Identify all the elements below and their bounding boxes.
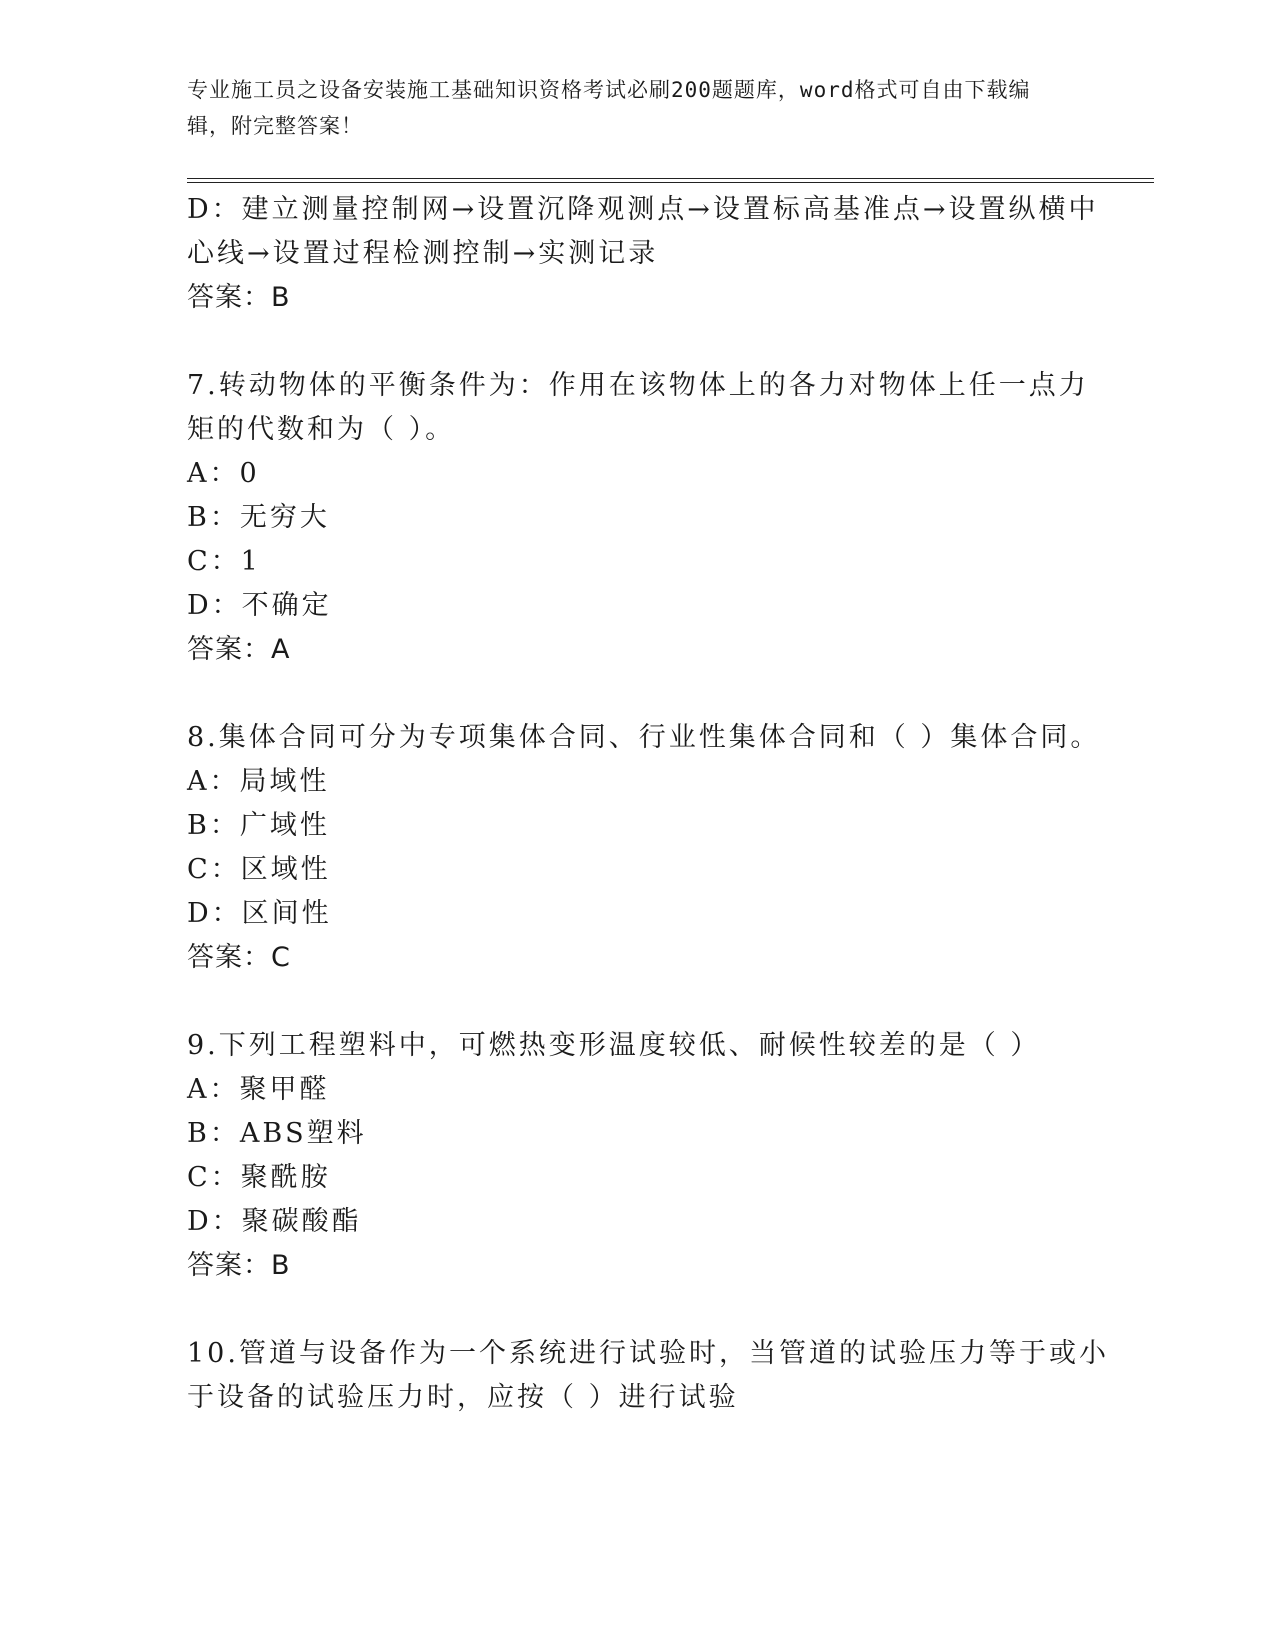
q9-option-a: A：聚甲醛 bbox=[187, 1074, 330, 1105]
q9-stem: 9.下列工程塑料中，可燃热变形温度较低、耐候性较差的是（ ） bbox=[187, 1030, 1041, 1061]
q9-answer: 答案：B bbox=[187, 1250, 291, 1281]
q9-option-d: D：聚碳酸酯 bbox=[187, 1206, 362, 1237]
header-rule-bottom bbox=[187, 182, 1154, 183]
q10-stem-line1: 10.管道与设备作为一个系统进行试验时，当管道的试验压力等于或小 bbox=[187, 1338, 1109, 1369]
q7-option-a: A：0 bbox=[187, 458, 260, 489]
q8-option-d: D：区间性 bbox=[187, 898, 332, 929]
q7-stem-line2: 矩的代数和为（ ）。 bbox=[187, 414, 456, 445]
q7-stem-line1: 7.转动物体的平衡条件为：作用在该物体上的各力对物体上任一点力 bbox=[187, 370, 1089, 401]
q8-option-c: C：区域性 bbox=[187, 854, 331, 885]
header-rule-top bbox=[187, 178, 1154, 179]
q10-stem-line2: 于设备的试验压力时，应按（ ）进行试验 bbox=[187, 1382, 739, 1413]
q6-option-d-line1: D：建立测量控制网→设置沉降观测点→设置标高基准点→设置纵横中 bbox=[187, 194, 1099, 225]
q8-stem: 8.集体合同可分为专项集体合同、行业性集体合同和（ ）集体合同。 bbox=[187, 722, 1101, 753]
document-header: 专业施工员之设备安装施工基础知识资格考试必刷200题题库，word格式可自由下载编辑，附完整答案！ bbox=[187, 78, 1031, 138]
q9-option-c: C：聚酰胺 bbox=[187, 1162, 331, 1193]
q6-answer: 答案：B bbox=[187, 282, 291, 313]
q8-answer: 答案：C bbox=[187, 942, 291, 973]
q8-option-b: B：广域性 bbox=[187, 810, 330, 841]
q7-option-b: B：无穷大 bbox=[187, 502, 330, 533]
q7-option-c: C：1 bbox=[187, 546, 261, 577]
q7-answer: 答案：A bbox=[187, 634, 291, 665]
q8-option-a: A：局域性 bbox=[187, 766, 330, 797]
q7-option-d: D：不确定 bbox=[187, 590, 332, 621]
q9-option-b: B：ABS塑料 bbox=[187, 1118, 367, 1149]
q6-option-d-line2: 心线→设置过程检测控制→实测记录 bbox=[187, 238, 659, 269]
